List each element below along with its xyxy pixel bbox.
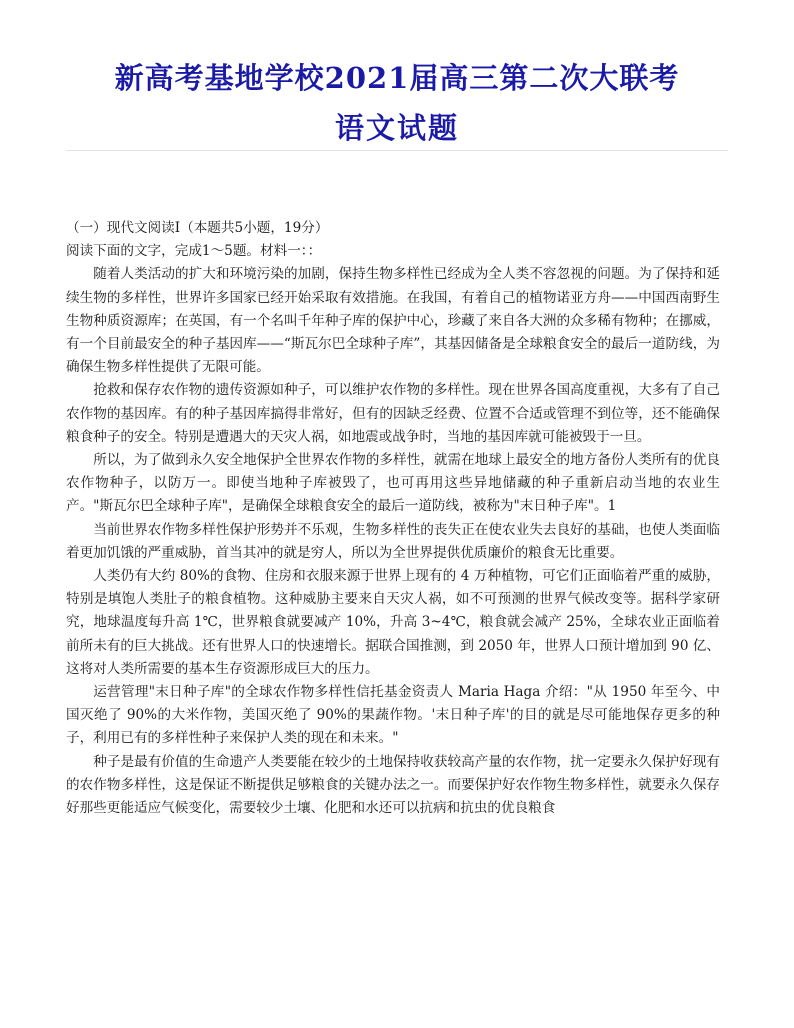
reading-passage (66, 217, 720, 820)
paragraph: 随着人类活动的扩大和环境污染的加剧，保持生物多样性已经成为全人类不容忽视的问题。为了保持和延续生物的多样性，世界许多国家已经开始采取有效措施。在我国，有着自己的植物诺亚方舟——中国西南野生生物种质资源库；在英国，有一个名叫千年种子库的保护中心，珍藏了来自各大洲的众多稀有物种；在挪威，有一个目前最安全的种子基因库——“斯瓦尔巴全球种子库”，其基因储备是全球粮食安全的最后一道防线，为确保生物多样性提供了无限可能。 (66, 266, 720, 376)
exam-title: 新高考基地学校2021届高三第二次大联考 (114, 61, 680, 95)
exam-subtitle: 语文试题 (334, 111, 459, 145)
paragraph: 人类仍有大约 80%的食物、住房和衣服来源于世界上现有的 4 万种植物，可它们正面临着严重的威胁，特别是填饱人类肚子的粮食植物。这种威胁主要来自天灾人祸，如不可预测的世界气候改变等。据科学家研究，地球温度每升高 1℃，世界粮食就要减产 10%，升高 3~4℃，粮食就会减产 25%，全球农业正面临着前所未有的巨大挑战。还有世界人口的快速增长。据联合国推测，到 2050 年，世界人口预计增加到 90 亿、这将对人类所需要的基本生存资源形成巨大的压力。 (66, 568, 720, 677)
header-divider (66, 150, 728, 151)
section-instruction: 阅读下面的文字，完成1～5题。材料一：： (66, 243, 322, 260)
section-heading: （一）现代文阅读Ⅰ（本题共5小题，19分） (66, 220, 329, 236)
paragraph: 所以，为了做到永久安全地保护全世界农作物的多样性，就需在地球上最安全的地方备份人类所有的优良农作物种子，以防万一。即使当地种子库被毁了，也可再用这些异地储藏的种子重新启动当地的农业生产。"斯瓦尔巴全球种子库"，是确保全球粮食安全的最后一道防线，被称为"末日种子库"。1 (66, 452, 720, 515)
paragraph: 抢救和保存农作物的遗传资源如种子，可以维护农作物的多样性。现在世界各国高度重视，大多有了自己农作物的基因库。有的种子基因库搞得非常好，但有的因缺乏经费、位置不合适或管理不到位等，还不能确保粮食种子的安全。特别是遭遇大的天灾人祸，如地震或战争时，当地的基因库就可能被毁于一旦。 (66, 382, 720, 445)
paragraph: 运营管理"末日种子库"的全球农作物多样性信托基金资责人 Maria Haga 介绍："从 1950 年至今、中国灭绝了 90%的大米作物，美国灭绝了 90%的果蔬作物。'末日种子库'的目的就是尽可能地保存更多的种子，利用已有的多样性种子来保护人类的现在和未来。" (66, 684, 720, 747)
paragraph: 当前世界农作物多样性保护形势并不乐观，生物多样性的丧失正在使农业失去良好的基础，也使人类面临着更加饥饿的严重威胁，首当其冲的就是穷人，所以为全世界提供优质廉价的粮食无比重要。 (66, 521, 720, 561)
paragraph: 种子是最有价值的生命遗产人类要能在较少的土地保持收获较高产量的农作物，扰一定要永久保护好现有的农作物多样性，这是保证不断提供足够粮食的关键办法之一。而要保护好农作物生物多样性，就要永久保存好那些更能适应气候变化，需要较少土壤、化肥和水还可以抗病和抗虫的优良粮食 (66, 753, 720, 817)
